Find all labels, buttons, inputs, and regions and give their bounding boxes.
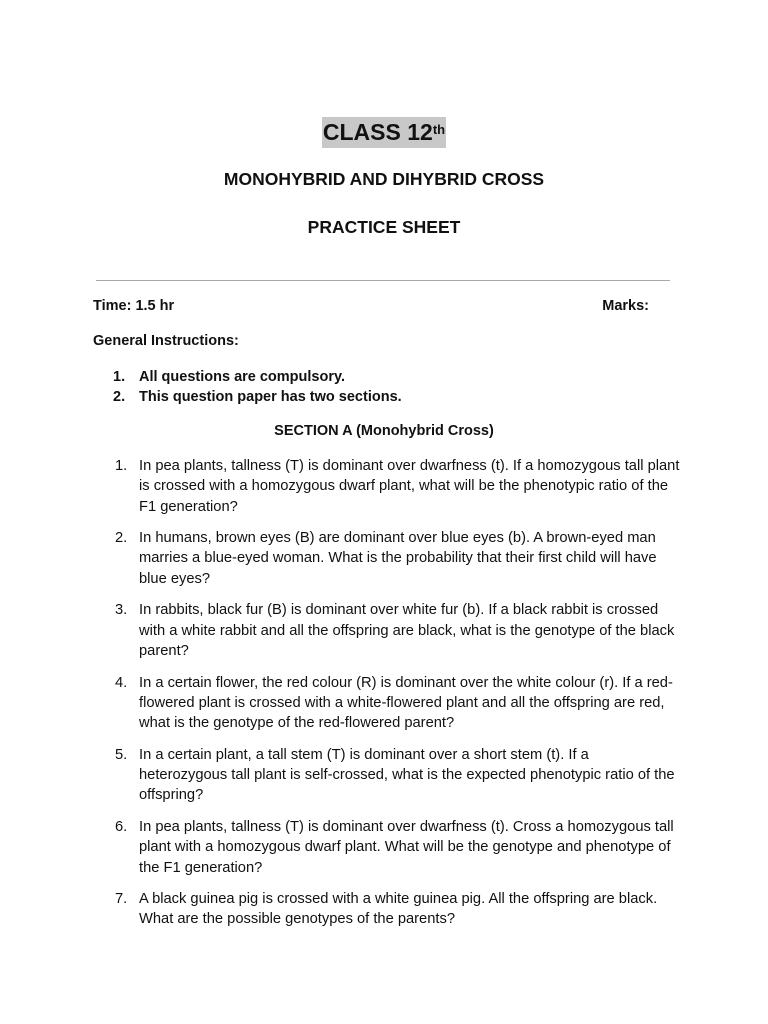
question-text: In rabbits, black fur (B) is dominant over white fur (b). If a black rabbit is crossed with a white rabbit and all the offspring are black, what is the genotype of the black parent? xyxy=(139,602,675,659)
question-text: In pea plants, tallness (T) is dominant over dwarfness (t). Cross a homozygous tall plant with a homozygous dwarf plant. What will be the genotype and phenotype of the F1 generation? xyxy=(139,818,674,876)
document-subtitle: MONOHYBRID AND DIHYBRID CROSS xyxy=(223,169,545,189)
question-text: In pea plants, tallness (T) is dominant over dwarfness (t). If a homozygous tall plant is crossed with a homozygous dwarf plant, what will be the phenotypic ratio of the F1 generation? xyxy=(139,458,680,515)
question-number: 7. xyxy=(115,891,128,908)
question-list xyxy=(115,456,680,941)
instruction-item xyxy=(113,367,673,387)
instruction-text: All questions are compulsory. xyxy=(139,369,346,385)
question-item xyxy=(115,817,680,878)
sheet-title: PRACTICE SHEET xyxy=(307,217,461,237)
class-heading xyxy=(0,111,768,148)
instruction-number: 2. xyxy=(113,389,126,405)
question-text: A black guinea pig is crossed with a white guinea pig. All the offspring are black. What are the possible genotypes of the parents? xyxy=(139,891,658,928)
instruction-item xyxy=(113,387,673,407)
question-item xyxy=(115,600,680,661)
section-a-title: SECTION A (Monohybrid Cross) xyxy=(274,423,494,439)
question-item xyxy=(115,528,680,589)
time-label: Time: 1.5 hr xyxy=(93,298,175,314)
class-superscript: th xyxy=(432,122,446,137)
question-text: In a certain flower, the red colour (R) is dominant over the white colour (r). If a red-flowered plant is crossed with a white-flowered plant and all the offspring are red, what is the genotype of the red-flowered parent? xyxy=(139,674,673,732)
meta-row xyxy=(93,298,649,314)
question-number: 6. xyxy=(115,818,128,835)
instructions-list xyxy=(113,367,673,407)
question-number: 1. xyxy=(115,458,128,474)
horizontal-divider xyxy=(96,280,670,281)
marks-label: Marks: xyxy=(602,298,649,314)
instruction-text: This question paper has two sections. xyxy=(139,389,402,405)
question-item xyxy=(115,745,680,806)
question-text: In a certain plant, a tall stem (T) is dominant over a short stem (t). If a heterozygous tall plant is self-crossed, what is the expected phenotypic ratio of the offspring? xyxy=(139,746,675,804)
question-item xyxy=(115,889,680,930)
instructions-title: General Instructions: xyxy=(93,333,239,349)
question-number: 3. xyxy=(115,602,128,619)
class-heading-highlight xyxy=(322,117,446,148)
question-number: 4. xyxy=(115,674,128,691)
question-item xyxy=(115,673,680,734)
instruction-number: 1. xyxy=(113,369,126,385)
question-number: 5. xyxy=(115,746,128,763)
question-item xyxy=(115,456,680,517)
question-number: 2. xyxy=(115,530,128,547)
class-label: CLASS 12 xyxy=(322,119,433,145)
question-text: In humans, brown eyes (B) are dominant over blue eyes (b). A brown-eyed man marries a blue-eyed woman. What is the probability that their first child will have blue eyes? xyxy=(139,530,657,587)
